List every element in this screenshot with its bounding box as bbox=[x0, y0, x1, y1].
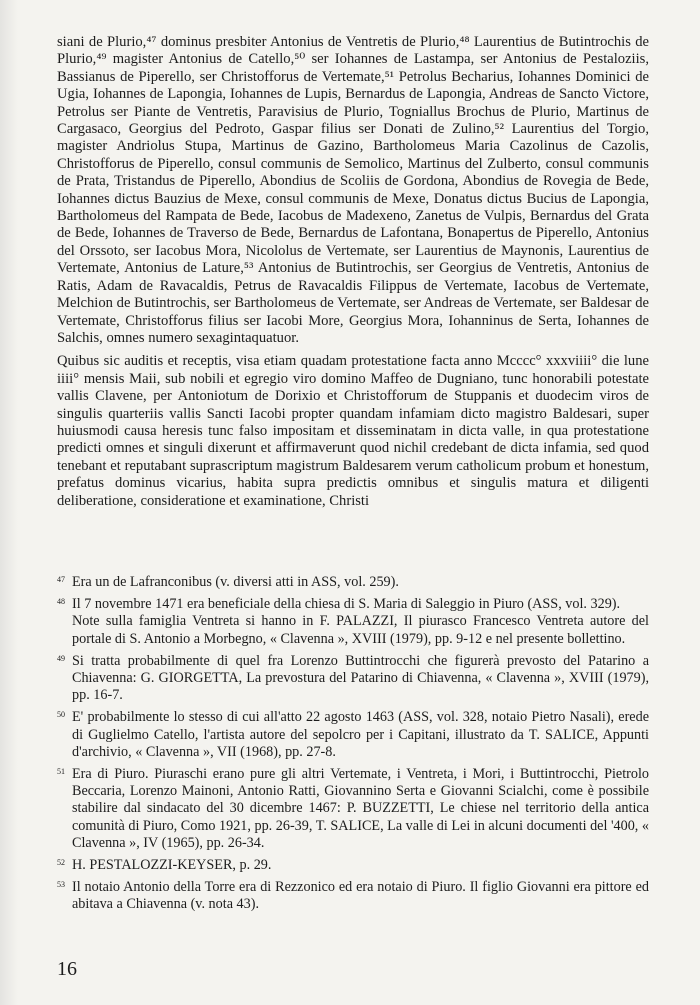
main-text bbox=[57, 34, 649, 510]
footnotes bbox=[57, 574, 649, 919]
scan-edge-shadow bbox=[0, 0, 18, 1005]
body-paragraph: siani de Plurio,⁴⁷ dominus presbiter Antonius de Ventretis de Plurio,⁴⁸ Laurentius de Butintrochis de Plurio,⁴⁹ magister Antonius de Catello,⁵⁰ ser Iohannes de Lastampa, ser Antonius de Pestaloziis, Bassianus de Piperello, ser Christofforus de Vertemate,⁵¹ Petrolus Becharius, Iohannes Dominici de Ugia, Iohannes de Lapongia, Iohannes de Lupis, Bernardus de Lapongia, Andreas de Sancto Victore, Petrolus ser Piante de Ventretis, Paravisius de Plurio, Togniallus Brochus de Plurio, Martinus de Cargasaco, Georgius del Pedroto, Gaspar filius ser Donati de Zulino,⁵² Laurentius del Torgio, magister Andriolus Stupa, Martinus de Gazino, Bartholomeus Maria Cazolinus de Cazolis, Christofforus de Piperello, consul communis de Semolico, Martinus del Zulberto, consul communis de Prata, Tristandus de Piperello, Abondius de Scoliis de Gordona, Abondius de Rovegia de Bede, Iohannes dictus Bauzius de Mexe, consul communis de Mexe, Donatus dictus Bucius de Lapongia, Bartholomeus del Rampata de Bede, Iacobus de Madexeno, Zanetus de Vulpis, Bernardus del Grata de Bede, Iohannes de Traverso de Bede, Bernardus de Lafontana, Bonapertus de Piperello, Antonius del Orssoto, ser Iacobus Mora, Nicololus de Vertemate, ser Laurentius de Maynonis, Laurentius de Vertemate, Antonius de Lature,⁵³ Antonius de Butintrochis, ser Georgius de Ventretis, Antonius de Ratis, Adam de Ravacaldis, Petrus de Ravacaldis Filippus de Vertemate, Iacobus de Vertemate, Melchion de Butintrochis, ser Bartholomeus de Vertemate, ser Andreas de Vertemate, ser Baldesar de Vertemate, Christofforus filius ser Iacobi More, Georgius Mora, Iohanninus de Serta, Iohannes de Salchis, omnes numero sexagintaquatuor. bbox=[57, 34, 649, 346]
footnote-text: Era un de Lafranconibus (v. diversi atti in ASS, vol. 259). bbox=[72, 574, 399, 590]
footnote-number: 49 bbox=[57, 653, 65, 663]
footnote-text: E' probabilmente lo stesso di cui all'atto 22 agosto 1463 (ASS, vol. 328, notaio Pietro Nasali), erede di Guglielmo Catello, l'artista autore del sepolcro per i Capitani, illustrato da T. SALICE, Appunti d'archivio, « Clavenna », VII (1968), pp. 27-8. bbox=[72, 709, 649, 760]
page-number: 16 bbox=[57, 958, 77, 980]
body-paragraph: Quibus sic auditis et receptis, visa etiam quadam protestatione facta anno Mcccc° xxxviiii° die lune iiii° mensis Maii, sub nobili et egregio viro domino Maffeo de Dugniano, tunc honorabili potestate vallis Clavene, per Antoniotum de Dorixio et Christofforum de Stuppanis et duodecim viros de singulis quarteriis vallis Sancti Iacobi propter quandam infamiam dicto magistro Baldesari, super huiusmodi causa heresis tunc falso impositam et disseminatam in dicta valle, in qua protestatione predicti omnes et singuli dixerunt et affirmaverunt quod nichil credebant de dicta infamia, sed quod tenebant et reputabant suprascriptum magistrum Baldesarem verum catholicum probum et honestum, prefatus dominus vicarius, habita supra predictis omnibus et singulis matura et diligenti deliberatione, consideratione et examinatione, Christi bbox=[57, 353, 649, 509]
footnote-text: Note sulla famiglia Ventreta si hanno in F. PALAZZI, Il piurasco Francesco Ventreta autore del portale di S. Antonio a Morbegno, « Clavenna », XVIII (1979), pp. 9-12 e nel presente bollettino. bbox=[72, 613, 649, 647]
footnote-number: 53 bbox=[57, 880, 65, 890]
footnote-text: Si tratta probabilmente di quel fra Lorenzo Buttintrocchi che figurerà prevosto del Patarino a Chiavenna: G. GIORGETTA, La prevostura del Patarino di Chiavenna, « Clavenna », XVIII (1979), pp. 16-7. bbox=[72, 652, 649, 704]
footnote-text: H. PESTALOZZI-KEYSER, p. 29. bbox=[72, 857, 272, 874]
footnote-number: 52 bbox=[57, 858, 65, 868]
footnote-text: Il notaio Antonio della Torre era di Rezzonico ed era notaio di Piuro. Il figlio Giovanni era pittore ed abitava a Chiavenna (v. nota 43). bbox=[72, 879, 649, 913]
footnote-number: 50 bbox=[57, 710, 65, 720]
footnote-number: 47 bbox=[57, 575, 65, 584]
footnote bbox=[57, 574, 649, 591]
footnote bbox=[57, 709, 649, 761]
footnote bbox=[57, 653, 649, 705]
footnote bbox=[57, 879, 649, 913]
footnote-number: 48 bbox=[57, 597, 65, 607]
footnote-text: Il 7 novembre 1471 era beneficiale della chiesa di S. Maria di Saleggio in Piuro (ASS, vol. 329). bbox=[72, 596, 621, 613]
footnote-number: 51 bbox=[57, 767, 65, 777]
footnote bbox=[57, 766, 649, 852]
footnote bbox=[57, 857, 649, 874]
footnote-text: Era di Piuro. Piuraschi erano pure gli altri Vertemate, i Ventreta, i Mori, i Buttintrocchi, Pietrolo Beccaria, Lorenzo Mainoni, Antonio Ratti, Giovannino Serta e Giovanni Scialchi, come è possibile stabilire dal sindacato del 30 dicembre 1467: P. BUZZETTI, Le chiese nel territorio della antica comunità di Piuro, Como 1921, pp. 26-39, T. SALICE, La valle di Lei in alcuni documenti del '400, « Clavenna », IV (1965), pp. 26-34. bbox=[72, 766, 649, 851]
footnote bbox=[57, 596, 649, 648]
